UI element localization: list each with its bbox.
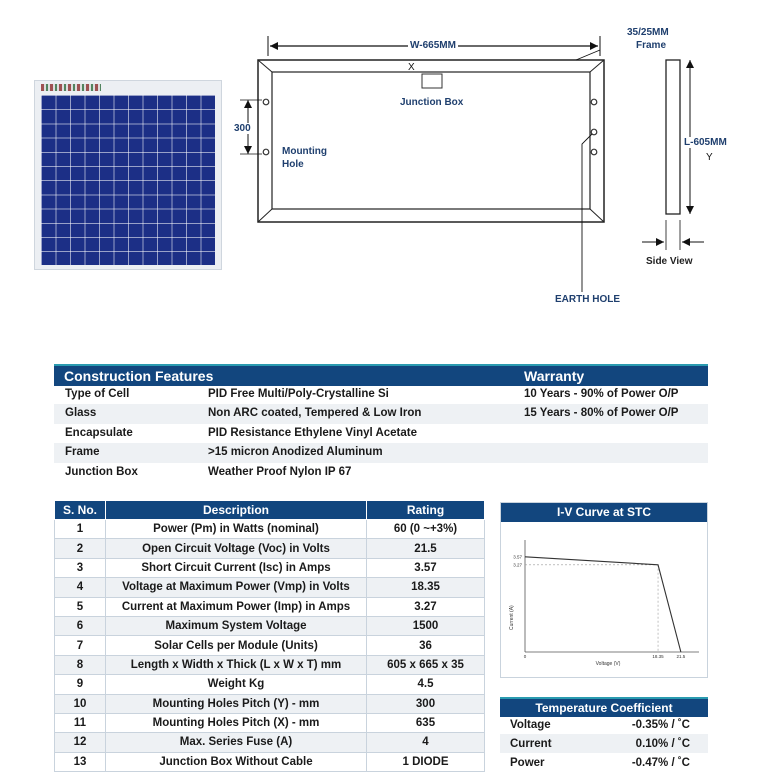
warranty-item: 10 Years - 90% of Power O/P: [524, 388, 679, 400]
sno-cell: 8: [55, 655, 106, 674]
construction-title: Construction Features: [64, 368, 214, 384]
panel-label-strip: [41, 84, 101, 91]
length-label: L-605MM: [684, 137, 727, 148]
description-cell: Maximum System Voltage: [106, 616, 367, 635]
table-row: [55, 713, 485, 732]
panel-cells: [41, 95, 215, 265]
construction-value: Weather Proof Nylon IP 67: [208, 465, 352, 478]
sno-cell: 1: [55, 520, 106, 539]
iv-origin-tick: 0: [523, 654, 527, 659]
junction-box-label: Junction Box: [400, 97, 464, 108]
iv-curve-box: [500, 502, 708, 678]
construction-label: Encapsulate: [65, 426, 133, 439]
rating-cell: 300: [367, 694, 485, 713]
table-row: [55, 675, 485, 694]
rating-cell: 18.35: [367, 578, 485, 597]
table-row: [55, 597, 485, 616]
temperature-table: [500, 715, 708, 772]
table-row: [55, 752, 485, 771]
temperature-value: -0.47% / ˚C: [631, 756, 690, 769]
spec-header-rating: Rating: [367, 501, 485, 520]
sno-cell: 7: [55, 636, 106, 655]
sno-cell: 9: [55, 675, 106, 694]
sno-cell: 6: [55, 616, 106, 635]
temperature-title: Temperature Coefficient: [500, 697, 708, 717]
frame-label-line2: Frame: [636, 40, 667, 51]
description-cell: Mounting Holes Pitch (Y) - mm: [106, 694, 367, 713]
rating-cell: 605 x 665 x 35: [367, 655, 485, 674]
iv-curve-title: I-V Curve at STC: [501, 503, 707, 522]
sno-cell: 12: [55, 733, 106, 752]
spec-table: [54, 500, 485, 772]
iv-ylabel: Current (A): [509, 605, 515, 630]
mounting-hole-label-line1: Mounting: [282, 146, 327, 157]
construction-row: [54, 443, 708, 462]
table-row: [500, 753, 708, 772]
rating-cell: 4.5: [367, 675, 485, 694]
construction-row: [54, 404, 708, 423]
construction-label: Type of Cell: [65, 388, 130, 400]
rating-cell: 1500: [367, 616, 485, 635]
rating-cell: 3.57: [367, 558, 485, 577]
spec-header-description: Description: [106, 501, 367, 520]
module-drawing: [230, 20, 710, 320]
spec-header-row: [55, 501, 485, 520]
pitch-label: 300: [234, 123, 251, 134]
sno-cell: 10: [55, 694, 106, 713]
sno-cell: 2: [55, 539, 106, 558]
construction-label: Frame: [65, 446, 100, 459]
iv-plot-area: [513, 540, 699, 659]
table-row: [55, 636, 485, 655]
construction-row: [54, 463, 708, 482]
temperature-label: Power: [510, 756, 545, 769]
construction-row: [54, 385, 708, 404]
description-cell: Length x Width x Thick (L x W x T) mm: [106, 655, 367, 674]
construction-label: Glass: [65, 407, 97, 420]
x-label: X: [408, 62, 415, 73]
description-cell: Solar Cells per Module (Units): [106, 636, 367, 655]
iv-x-tick: 18.35: [652, 654, 664, 659]
table-row: [55, 694, 485, 713]
table-row: [500, 734, 708, 753]
sno-cell: 3: [55, 558, 106, 577]
sno-cell: 5: [55, 597, 106, 616]
construction-value: Non ARC coated, Tempered & Low Iron: [208, 407, 422, 420]
rating-cell: 4: [367, 733, 485, 752]
description-cell: Voltage at Maximum Power (Vmp) in Volts: [106, 578, 367, 597]
iv-y-tick: 3.27: [513, 562, 522, 568]
rating-cell: 60 (0 ~+3%): [367, 520, 485, 539]
construction-value: PID Free Multi/Poly-Crystalline Si: [208, 388, 389, 400]
table-row: [500, 715, 708, 734]
iv-curve-line: [525, 557, 681, 652]
temperature-value: 0.10% / ˚C: [584, 734, 708, 753]
table-row: [55, 520, 485, 539]
description-cell: Short Circuit Current (Isc) in Amps: [106, 558, 367, 577]
warranty-item: 15 Years - 80% of Power O/P: [524, 407, 679, 420]
temperature-label: Current: [500, 734, 584, 753]
sno-cell: 13: [55, 752, 106, 771]
description-cell: Max. Series Fuse (A): [106, 733, 367, 752]
construction-value: >15 micron Anodized Aluminum: [208, 446, 383, 459]
iv-xlabel: Voltage (V): [595, 661, 621, 667]
table-row: [55, 539, 485, 558]
width-label: W-665MM: [410, 40, 456, 51]
table-row: [55, 558, 485, 577]
warranty-title: Warranty: [524, 368, 585, 384]
sno-cell: 4: [55, 578, 106, 597]
temperature-label: Voltage: [510, 718, 551, 731]
rating-cell: 3.27: [367, 597, 485, 616]
construction-label: Junction Box: [65, 465, 138, 478]
description-cell: Current at Maximum Power (Imp) in Amps: [106, 597, 367, 616]
frame-label-line1: 35/25MM: [627, 27, 669, 38]
rating-cell: 21.5: [367, 539, 485, 558]
construction-header: [54, 364, 708, 386]
description-cell: Junction Box Without Cable: [106, 752, 367, 771]
iv-y-tick: 3.57: [513, 554, 522, 560]
description-cell: Open Circuit Voltage (Voc) in Volts: [106, 539, 367, 558]
sno-cell: 11: [55, 713, 106, 732]
construction-row: [54, 424, 708, 443]
construction-value: PID Resistance Ethylene Vinyl Acetate: [208, 426, 418, 439]
table-row: [55, 733, 485, 752]
rating-cell: 1 DIODE: [367, 752, 485, 771]
table-row: [55, 616, 485, 635]
rating-cell: 36: [367, 636, 485, 655]
rating-cell: 635: [367, 713, 485, 732]
iv-curve-chart: [501, 522, 707, 677]
side-view-label: Side View: [646, 256, 693, 267]
spec-header-sno: S. No.: [55, 501, 106, 520]
table-row: [55, 655, 485, 674]
y-label: Y: [706, 152, 713, 163]
temperature-value: -0.35% / ˚C: [631, 718, 690, 731]
solar-panel-photo: [34, 80, 222, 270]
mounting-hole-label-line2: Hole: [282, 159, 304, 170]
description-cell: Mounting Holes Pitch (X) - mm: [106, 713, 367, 732]
iv-x-tick: 21.5: [676, 654, 686, 659]
earth-hole-label: EARTH HOLE: [555, 294, 620, 305]
description-cell: Power (Pm) in Watts (nominal): [106, 520, 367, 539]
table-row: [55, 578, 485, 597]
description-cell: Weight Kg: [106, 675, 367, 694]
